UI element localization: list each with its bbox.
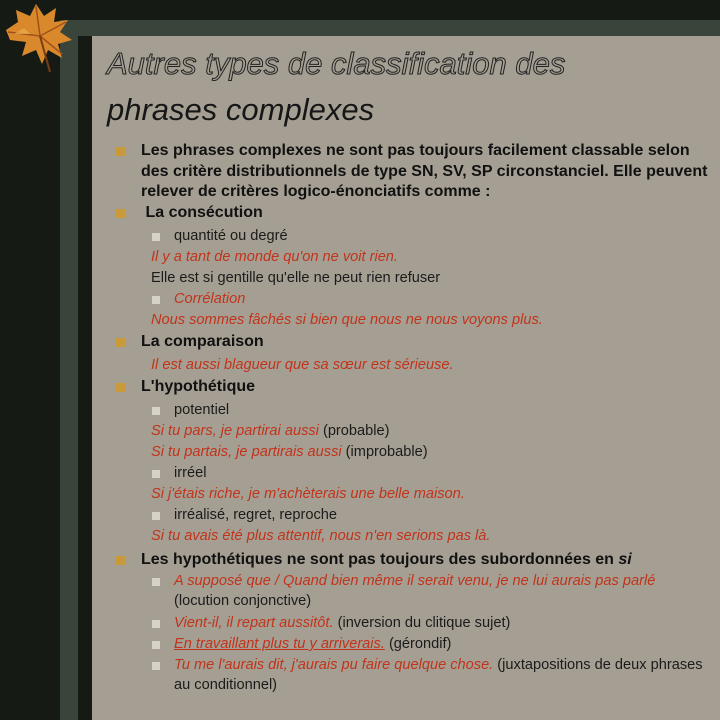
sub-bullet-square-icon [152,512,160,520]
bullet-1-text: Les phrases complexes ne sont pas toujours facilement classable selon des critère distributionnels de type SN, SV, SP circonstanciel. Elle peuvent relever de critères logico-énonciatifs comme : [141,142,708,200]
hypothetique-item-4-example: Tu me l'aurais dit, j'aurais pu faire quelque chose. [174,657,494,673]
bullet-square-icon [116,147,125,156]
sub-bullet-potentiel: potentiel [174,402,230,418]
bullet-2-text: La consécution [141,204,263,221]
bullet-square-icon [116,383,125,392]
hypothetique-item-2-example: Vient-il, il repart aussitôt. [174,615,334,631]
hypothetique-item-3-example: En travaillant plus tu y arriverais. [174,636,385,652]
sub-bullet-quantite: quantité ou degré [174,228,288,244]
example-si-bien-que: Nous sommes fâchés si bien que nous ne nous voyons plus. [151,312,543,328]
example-si-tu-pars-note: (probable) [318,423,390,439]
example-si-tu-avais-ete: Si tu avais été plus attentif, nous n'en serions pas là. [151,528,491,544]
bullet-5-si: si [618,551,632,568]
example-tant: Il y a tant de monde qu'on ne voit rien. [151,249,398,265]
vertical-green-strip [60,20,78,720]
sub-bullet-square-icon [152,641,160,649]
hypothetique-item-2-note: (inversion du clitique sujet) [333,615,511,631]
example-si-tu-partais-text: Si tu partais, je partirais aussi [151,444,342,460]
sub-bullet-square-icon [152,578,160,586]
sub-bullet-square-icon [152,233,160,241]
autumn-leaf-icon [0,0,88,80]
hypothetique-item-1-example: A supposé que / Quand bien même il serait venu, je ne lui aurais pas parlé [174,573,656,589]
sub-bullet-square-icon [152,296,160,304]
hypothetique-item-4 [174,655,716,695]
bullet-5-text-main: Les hypothétiques ne sont pas toujours des subordonnées en [141,551,619,568]
sub-bullet-square-icon [152,470,160,478]
horizontal-green-strip [60,20,720,36]
sub-bullet-square-icon [152,662,160,670]
hypothetique-item-1 [174,571,716,611]
left-dark-band [0,0,92,720]
hypothetique-item-4-note: (juxtapositions de deux phrases au conditionnel) [174,657,703,693]
example-si-tu-pars [151,421,389,441]
example-si-gentille: Elle est si gentille qu'elle ne peut rien refuser [151,270,441,286]
bullet-square-icon [116,556,125,565]
slide-title-line-1-text: Autres types de classification des [107,46,566,81]
bullet-square-icon [116,338,125,347]
example-aussi-que: Il est aussi blagueur que sa sœur est sérieuse. [151,357,454,373]
sub-bullet-irreel: irréel [174,465,207,481]
example-si-tu-partais-note: (improbable) [341,444,428,460]
example-si-jetais-riche: Si j'étais riche, je m'achèterais une belle maison. [151,486,465,502]
slide-title-line-2: phrases complexes [107,92,375,127]
hypothetique-item-3-note: (gérondif) [384,636,452,652]
bullet-3-text: La comparaison [141,333,264,350]
hypothetique-item-2 [174,613,716,633]
hypothetique-item-1-note: (locution conjonctive) [174,593,312,609]
bullet-square-icon [116,209,125,218]
bullet-4-text: L'hypothétique [141,378,256,395]
example-si-tu-pars-text: Si tu pars, je partirai aussi [151,423,319,439]
sub-bullet-square-icon [152,407,160,415]
slide-title-line-1 [107,46,565,81]
sub-bullet-irrealise: irréalisé, regret, reproche [174,507,338,523]
sub-bullet-square-icon [152,620,160,628]
bullet-5-text [141,550,717,571]
example-si-tu-partais [151,442,428,462]
hypothetique-item-3 [174,634,716,654]
sub-bullet-correlation: Corrélation [174,291,246,307]
